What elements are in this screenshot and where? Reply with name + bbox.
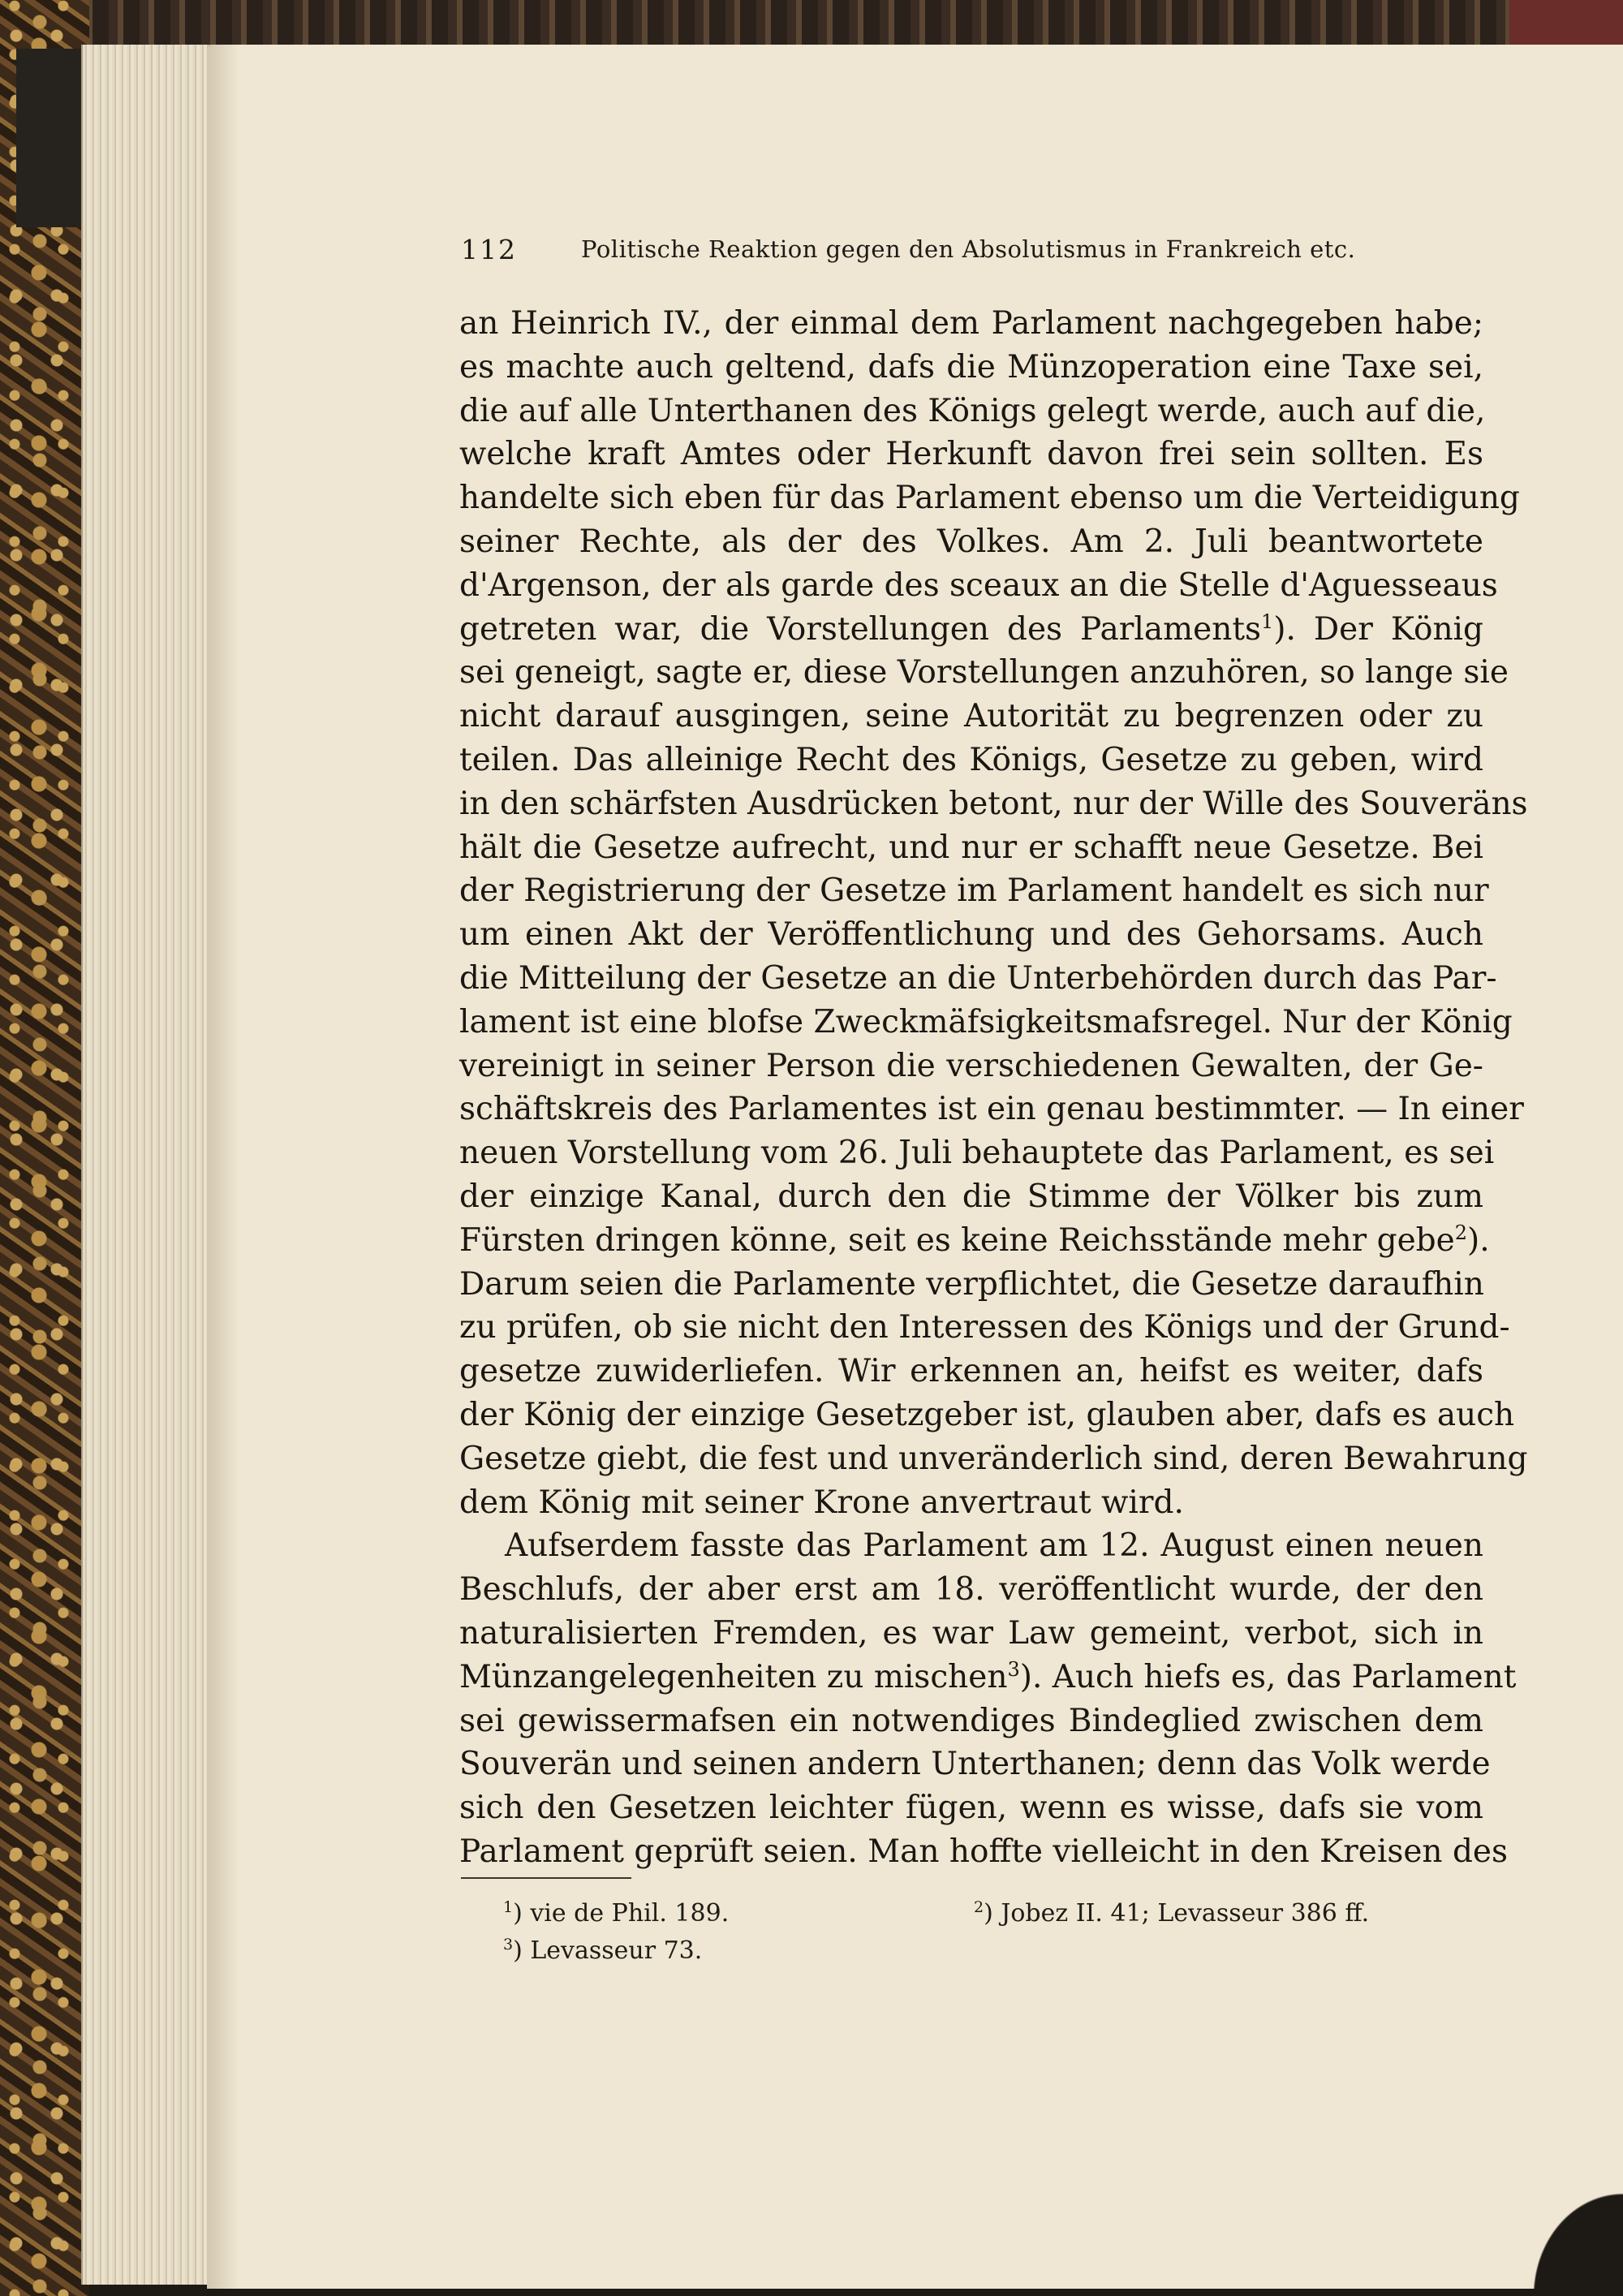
text-line: Darum seien die Parlamente verpflichtet, die Gesetze daraufhin xyxy=(459,1265,1484,1303)
text-line: Gesetze giebt, die fest und unveränderlich sind, deren Bewahrung xyxy=(459,1440,1528,1477)
text-line: nicht darauf ausgingen, seine Autorität zu begrenzen oder zu xyxy=(459,698,1483,735)
text-line: Fürsten dringen könne, seit es keine Reichsstände mehr gebe$^2$). xyxy=(459,1221,1490,1259)
text-line: sei geneigt, sagte er, diese Vorstellungen anzuhören, so lange sie xyxy=(459,654,1509,691)
text-line: vereinigt in seiner Person die verschiedenen Gewalten, der Ge- xyxy=(459,1047,1483,1084)
text-line: d'Argenson, der als garde des sceaux an die Stelle d'Aguesseaus xyxy=(459,566,1498,604)
page-number: 112 xyxy=(461,234,517,265)
text-line: an Heinrich IV., der einmal dem Parlament nachgegeben habe; xyxy=(459,305,1483,342)
text-line: hält die Gesetze aufrecht, und nur er schafft neue Gesetze. Bei xyxy=(459,829,1483,866)
book-cover-corner xyxy=(1509,0,1623,49)
text-line: Parlament geprüft seien. Man hoffte vielleicht in den Kreisen des xyxy=(459,1833,1509,1870)
text-line: naturalisierten Fremden, es war Law gemeint, verbot, sich in xyxy=(459,1614,1483,1652)
text-line: die auf alle Unterthanen des Königs gelegt werde, auch auf die, xyxy=(459,392,1486,429)
text-line: teilen. Das alleinige Recht des Königs, Gesetze zu geben, wird xyxy=(459,741,1483,778)
text-line: Münzangelegenheiten zu mischen$^3$). Auch hiefs es, das Parlament xyxy=(459,1657,1517,1695)
text-line: der Registrierung der Gesetze im Parlament handelt es sich nur xyxy=(459,872,1489,910)
footnote-3: $^3$) Levasseur 73. xyxy=(503,1936,703,1965)
text-line: es machte auch geltend, dafs die Münzoperation eine Taxe sei, xyxy=(459,348,1483,386)
body-text xyxy=(459,302,1528,1874)
footnote-rule xyxy=(461,1877,631,1879)
footnote-ref: 1 xyxy=(1261,610,1274,633)
text-line: sei gewissermafsen ein notwendiges Bindeglied zwischen dem xyxy=(459,1702,1483,1739)
page-corner-shadow xyxy=(1509,2166,1623,2296)
cover-spine-band xyxy=(16,49,81,227)
footnote-1: $^1$) vie de Phil. 189. xyxy=(503,1898,730,1928)
text-line: lament ist eine blofse Zweckmäfsigkeitsmafsregel. Nur der König xyxy=(459,1003,1513,1040)
text-line: dem König mit seiner Krone anvertraut wird. xyxy=(459,1484,1184,1521)
text-line: zu prüfen, ob sie nicht den Interessen des Königs und der Grund- xyxy=(459,1309,1510,1346)
text-line: neuen Vorstellung vom 26. Juli behauptete das Parlament, es sei xyxy=(459,1135,1495,1172)
text-line: schäftskreis des Parlamentes ist ein genau bestimmter. — In einer xyxy=(459,1091,1524,1128)
text-line: handelte sich eben für das Parlament ebenso um die Verteidigung xyxy=(459,480,1520,517)
text-line: welche kraft Amtes oder Herkunft davon frei sein sollten. Es xyxy=(459,436,1483,473)
text-line: Beschlufs, der aber erst am 18. veröffentlicht wurde, der den xyxy=(459,1571,1483,1609)
text-line: seiner Rechte, als der des Volkes. Am 2. Juli beantwortete xyxy=(459,523,1483,560)
text-line: Souverän und seinen andern Unterthanen; denn das Volk werde xyxy=(459,1746,1491,1783)
text-line: der König der einzige Gesetzgeber ist, glauben aber, dafs es auch xyxy=(459,1396,1515,1433)
text-line: sich den Gesetzen leichter fügen, wenn es wisse, dafs sie vom xyxy=(459,1790,1483,1827)
page-edges xyxy=(81,45,213,2285)
text-line: gesetze zuwiderliefen. Wir erkennen an, heifst es weiter, dafs xyxy=(459,1353,1483,1390)
text-line: die Mitteilung der Gesetze an die Unterbehörden durch das Par- xyxy=(459,959,1497,997)
text-line: getreten war, die Vorstellungen des Parlaments$^1$). Der König xyxy=(459,610,1483,648)
footnote-ref: 3 xyxy=(1007,1657,1020,1681)
text-line: Aufserdem fasste das Parlament am 12. August einen neuen xyxy=(505,1527,1483,1565)
running-title: Politische Reaktion gegen den Absolutismus in Frankreich etc. xyxy=(581,235,1356,263)
book-cover-top xyxy=(0,0,1509,49)
text-line: der einzige Kanal, durch den die Stimme der Völker bis zum xyxy=(459,1178,1483,1215)
page-gutter-shadow xyxy=(207,45,239,2289)
text-line: in den schärfsten Ausdrücken betont, nur der Wille des Souveräns xyxy=(459,785,1528,822)
footnote-ref: 2 xyxy=(1454,1221,1467,1244)
footnote-2: $^2$) Jobez II. 41; Levasseur 386 ff. xyxy=(974,1898,1370,1928)
text-line: um einen Akt der Veröffentlichung und des Gehorsams. Auch xyxy=(459,916,1483,954)
marbled-cover xyxy=(0,0,89,2296)
page-header xyxy=(461,234,1370,274)
